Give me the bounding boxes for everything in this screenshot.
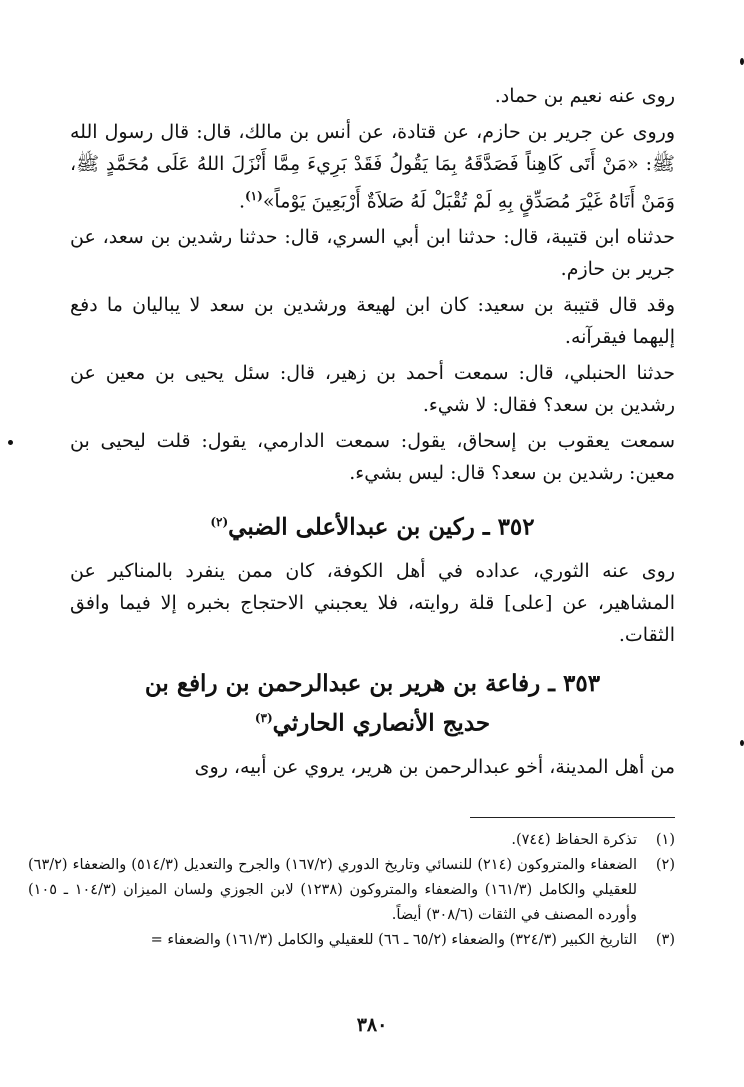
scan-speck: [8, 440, 13, 445]
footnote: [28, 828, 675, 853]
footnote-separator: [470, 817, 675, 818]
entry-heading: ٣٥٣ ـ رفاعة بن هرير بن عبدالرحمن بن رافع بن حديج الأنصاري الحارثي$^{(٣)}$: [144, 669, 601, 737]
scan-speck: [740, 740, 744, 746]
paragraph: وقد قال قتيبة بن سعيد: كان ابن لهيعة ورشدين بن سعد لا يباليان ما دفع إليهما فيقرآنه.: [70, 294, 675, 349]
footnote: [28, 853, 675, 928]
footnote-ref[interactable]: (١): [244, 189, 263, 203]
footnotes: [28, 828, 675, 953]
footnote-number: (١): [655, 832, 675, 848]
footnote-text: تذكرة الحفاظ (٧٤٤).: [511, 832, 637, 848]
main-text: [70, 80, 675, 787]
paragraph: حدثنا الحنبلي، قال: سمعت أحمد بن زهير، قال: سئل يحيى بن معين عن رشدين بن سعد؟ فقال: لا شيء.: [70, 362, 675, 417]
footnote-number: (٢): [655, 857, 675, 873]
footnote-ref[interactable]: (٢): [210, 515, 229, 530]
page-number: ٣٨٠: [356, 1014, 388, 1036]
paragraph: روى عنه نعيم بن حماد.: [494, 85, 675, 107]
footnote-ref[interactable]: (٣): [254, 710, 273, 725]
paragraph: وروى عن جرير بن حازم، عن قتادة، عن أنس بن مالك، قال: قال رسول الله ﷺ: «مَنْ أَتَى كَاهِناً فَصَدَّقَهُ بِمَا يَقُولُ فَقَدْ بَرِيءَ مِمَّا أَنْزَلَ اللهُ عَلَى مُحَمَّدٍ ﷺ، وَمَنْ أَتَاهُ غَيْرَ مُصَدِّقٍ بِهِ لَمْ تُقْبَلْ لَهُ صَلاَةٌ أَرْبَعِينَ يَوْماً»$^{(١)}$.: [70, 121, 675, 213]
scan-speck: [740, 58, 744, 65]
paragraph: حدثناه ابن قتيبة، قال: حدثنا ابن أبي السري، قال: حدثنا رشدين بن سعد، عن جرير بن حازم.: [70, 226, 675, 281]
footnote-text: التاريخ الكبير (٣٢٤/٣) والضعفاء (٦٥/٢ ـ ٦٦) للعقيلي والكامل (١٦١/٣) والضعفاء =: [150, 932, 637, 948]
footnote-text: الضعفاء والمتروكون (٢١٤) للنسائي وتاريخ الدوري (١٦٧/٢) والجرح والتعديل (٥١٤/٣) والضعفاء (٦٣/٢) للعقيلي والكامل (١٦١/٣) والضعفاء والمتروكون (١٢٣٨) لابن الجوزي ولسان الميزان (١٠٤/٣ ـ ١٠٥) وأورده المصنف في الثقات (٣٠٨/٦) أيضاً.: [28, 857, 638, 923]
footnote-number: (٣): [655, 932, 675, 948]
paragraph: سمعت يعقوب بن إسحاق، يقول: سمعت الدارمي، يقول: قلت ليحيى بن معين: رشدين بن سعد؟ قال: ليس بشيء.: [70, 430, 675, 485]
footnote: [28, 928, 675, 953]
paragraph: روى عنه الثوري، عداده في أهل الكوفة، كان ممن ينفرد بالمناكير عن المشاهير، عن [على] قلة روايته، فلا يعجبني الاحتجاج بخبره إلا فيما وافق الثقات.: [70, 559, 675, 646]
paragraph: من أهل المدينة، أخو عبدالرحمن بن هرير، يروي عن أبيه، روى: [194, 755, 675, 778]
entry-heading: ٣٥٢ ـ ركين بن عبدالأعلى الضبي$^{(٢)}$: [210, 513, 535, 541]
